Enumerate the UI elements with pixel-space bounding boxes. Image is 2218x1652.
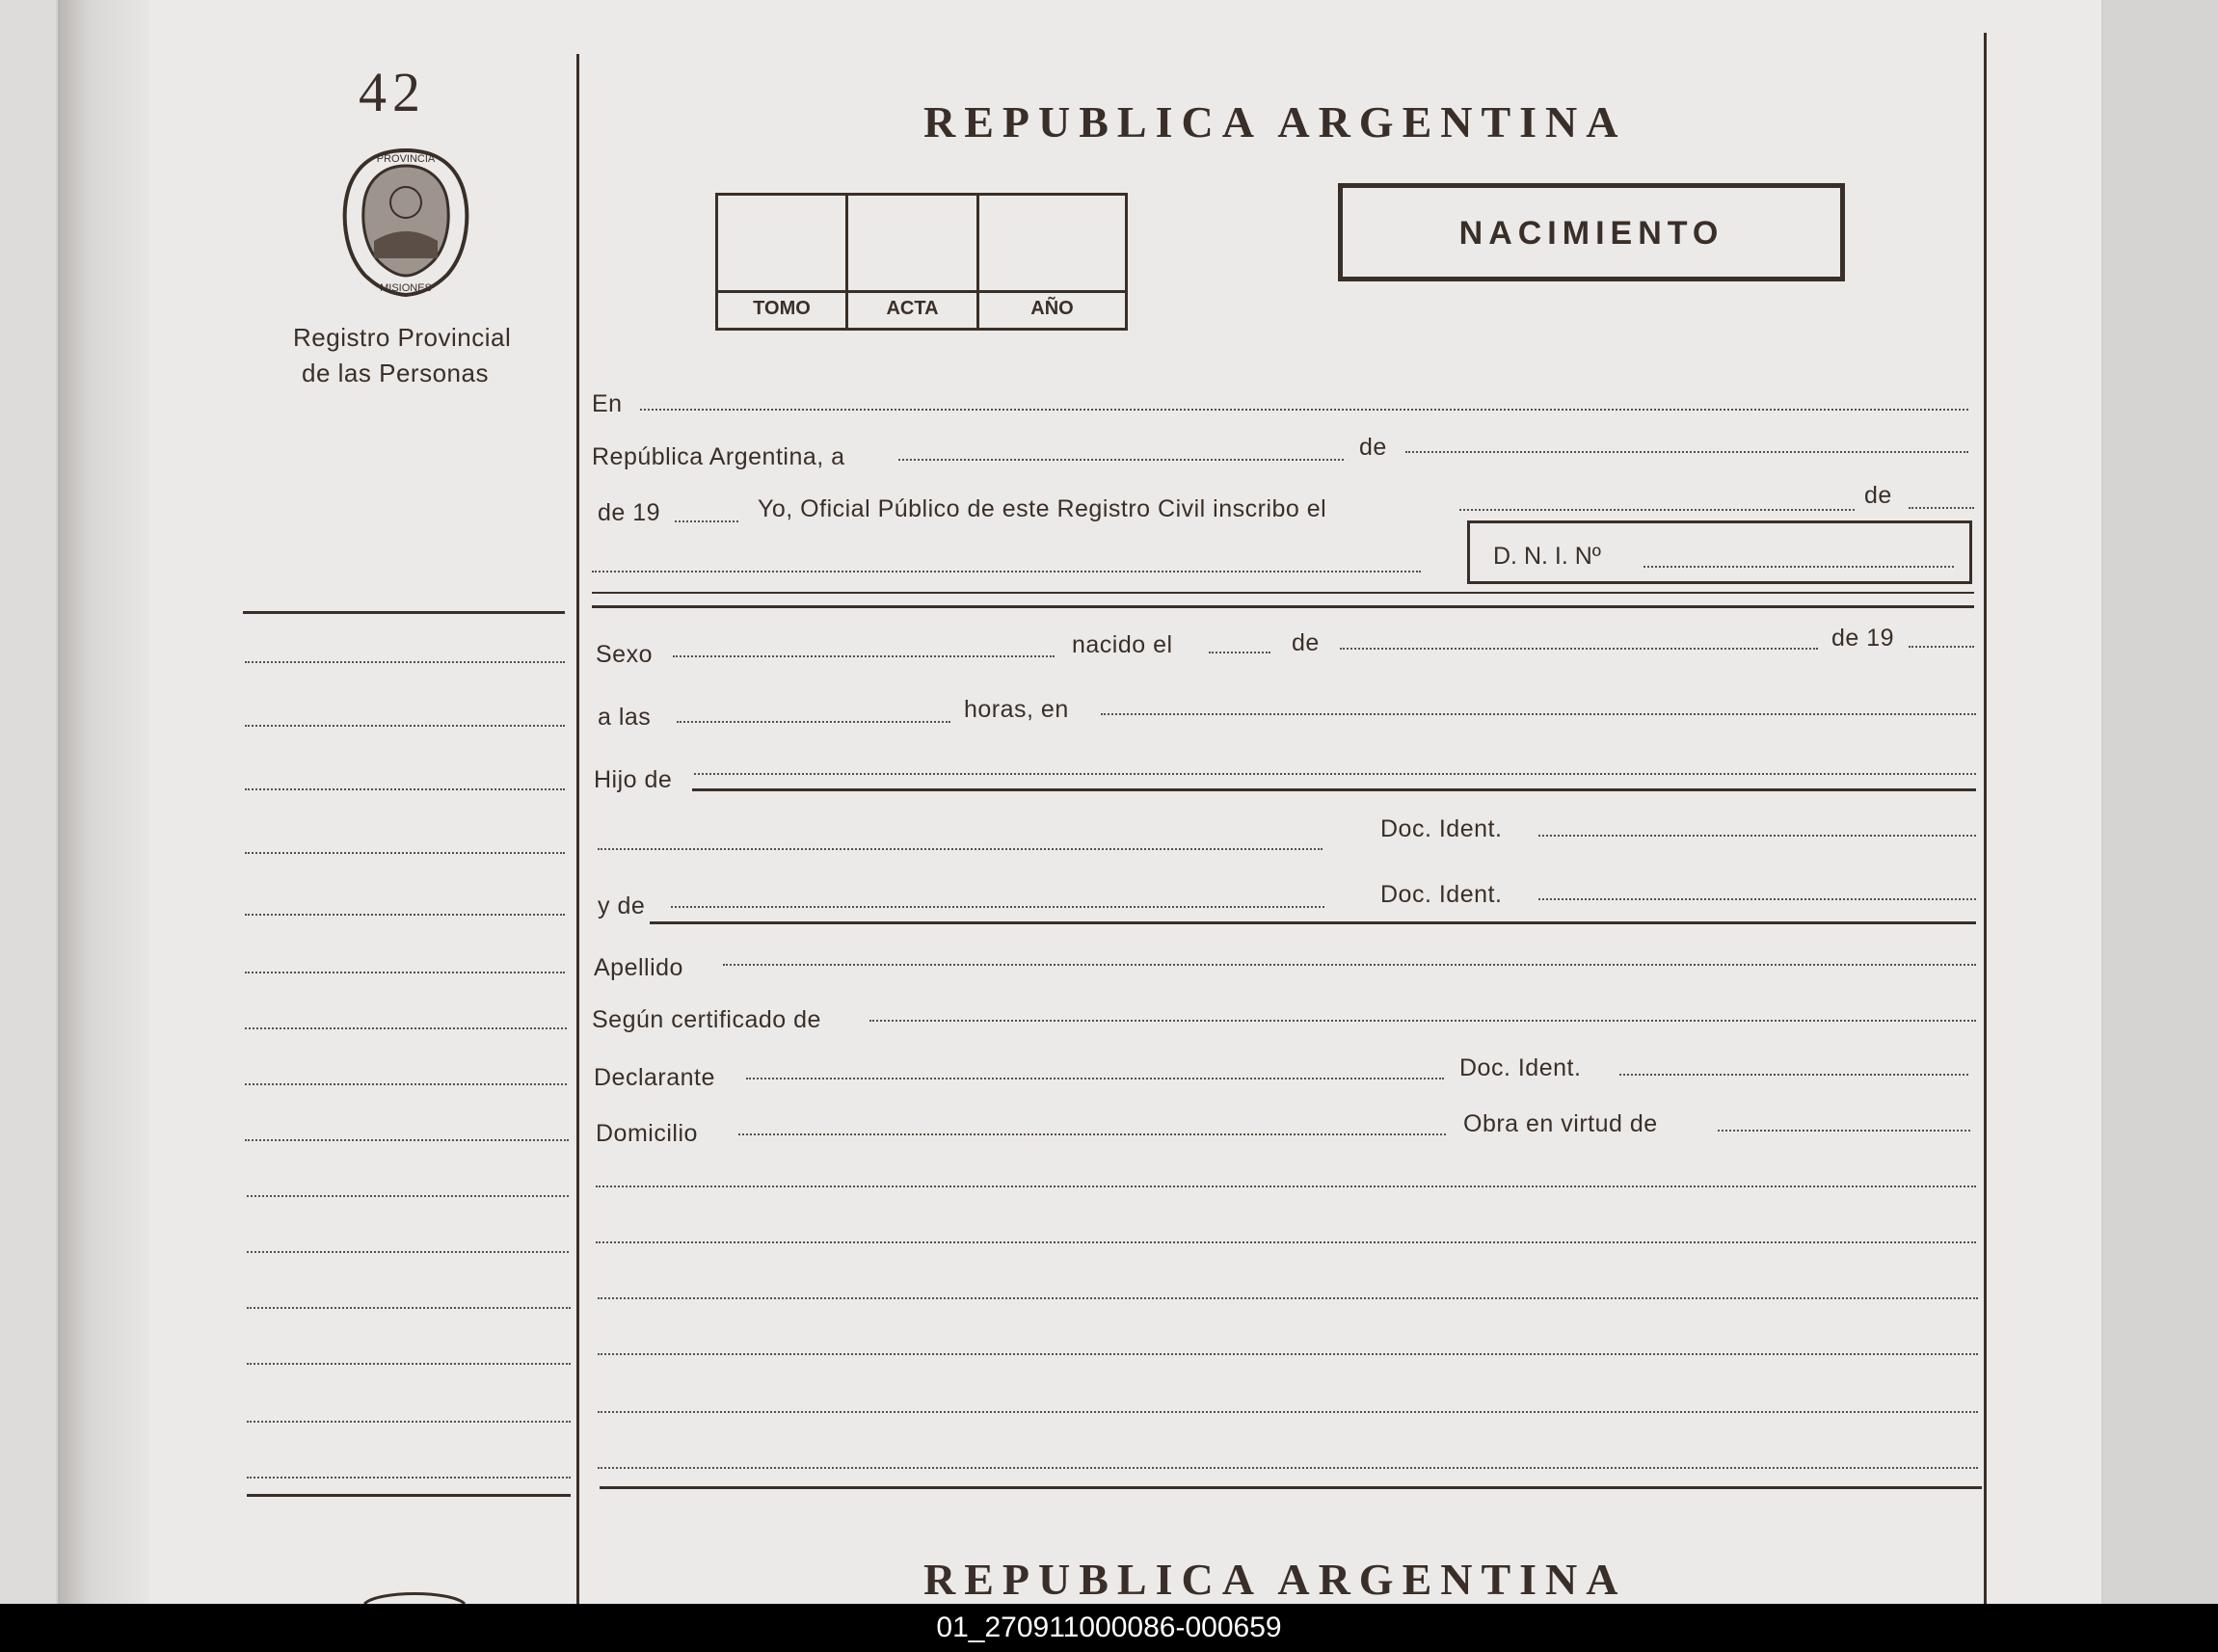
label-de-19-birth: de 19 [1831,625,1895,652]
section-rule-thin [592,592,1974,594]
margin-line [245,1027,567,1029]
seal-bottom-text: MISIONES [380,282,432,294]
margin-line [245,914,565,916]
margin-line [245,1083,567,1085]
margin-line [245,1139,569,1141]
mother-underline [650,921,1976,924]
left-column-bottom-rule [247,1494,571,1497]
record-type-label: NACIMIENTO [1458,215,1724,252]
background-right [2099,0,2218,1604]
label-doc-ident-father: Doc. Ident. [1380,815,1503,842]
field-declarante [746,1078,1444,1079]
registry-name-line1: Registro Provincial [293,323,512,352]
country-title: REPUBLICA ARGENTINA [923,97,1627,147]
field-doc-father [1538,835,1976,837]
margin-line [245,725,565,727]
label-de-inscribo: de [1864,482,1892,509]
field-doc-mother [1538,898,1976,900]
field-continuation [592,571,1421,573]
next-form-title: REPUBLICA ARGENTINA [923,1555,1627,1604]
record-index-box [715,193,1128,331]
province-seal-icon [335,145,476,299]
field-mother [671,906,1324,908]
margin-line [245,661,565,663]
seal-top-text: PROVINCIA [376,153,436,165]
field-dni [1643,566,1954,568]
field-inscribo-de [1909,507,1974,509]
page-number: 42 [359,61,426,123]
left-column-separator [243,611,565,614]
notes-line [598,1467,1978,1469]
field-sexo [673,655,1055,657]
label-de-birth: de [1292,629,1320,656]
field-day [898,459,1344,461]
label-domicilio: Domicilio [596,1120,698,1147]
label-y-de: y de [598,893,646,919]
margin-line [247,1363,571,1365]
notes-line [598,1297,1978,1299]
margin-line [247,1307,571,1309]
registry-name-line2: de las Personas [302,359,489,387]
field-hour [677,721,950,723]
label-dni: D. N. I. Nº [1493,543,1601,570]
column-divider-right [1984,33,1987,1604]
label-de-19-year: de 19 [598,499,661,526]
index-label-rule [718,290,1125,293]
label-doc-ident-declarante: Doc. Ident. [1459,1054,1582,1081]
field-domicilio [738,1133,1446,1135]
label-hijo-de: Hijo de [594,766,673,793]
section-rule-top [592,605,1974,608]
notes-line [596,1241,1976,1243]
field-father-cont [598,848,1323,850]
field-doc-declarante [1619,1074,1968,1076]
label-doc-ident-mother: Doc. Ident. [1380,881,1503,908]
image-caption: 01_270911000086-000659 [0,1604,2218,1652]
field-en [640,409,1968,411]
label-yo-oficial: Yo, Oficial Público de este Registro Civil inscribo el [758,495,1327,522]
record-type-box [1338,183,1845,281]
margin-line [245,972,565,973]
margin-line [247,1195,569,1197]
field-birth-place [1101,713,1976,715]
label-a-las: a las [598,704,652,731]
field-obra-en-virtud [1718,1130,1970,1132]
notes-line [596,1186,1976,1187]
notes-line [598,1411,1978,1413]
label-republica-a: República Argentina, a [592,443,845,470]
label-segun-certificado: Según certificado de [592,1006,821,1033]
label-obra-en-virtud: Obra en virtud de [1463,1110,1658,1137]
label-en: En [592,390,623,417]
form-bottom-rule [600,1486,1982,1489]
label-declarante: Declarante [594,1064,715,1091]
margin-line [247,1421,571,1423]
margin-line [245,852,565,854]
next-seal-icon [359,1586,470,1604]
field-apellido [723,964,1976,966]
label-sexo: Sexo [596,641,653,668]
label-de-month: de [1359,434,1387,461]
field-father [694,773,1976,775]
dni-box [1467,520,1972,584]
label-apellido: Apellido [594,954,683,981]
field-month [1405,451,1968,453]
acta-label: ACTA [886,298,939,319]
margin-line [245,788,565,790]
label-nacido-el: nacido el [1072,631,1173,658]
anio-label: AÑO [1030,298,1074,319]
margin-line [247,1477,571,1479]
field-certificado [869,1020,1976,1022]
page-binding-edge [58,0,149,1604]
margin-line [247,1251,569,1253]
column-divider-left [576,54,579,1604]
father-underline [692,788,1976,791]
notes-line [598,1353,1978,1355]
tomo-label: TOMO [753,298,811,319]
field-year [675,520,738,522]
label-horas-en: horas, en [964,696,1069,723]
field-birth-day [1209,652,1270,653]
field-birth-year [1909,646,1974,648]
field-inscribo [1459,509,1855,511]
field-birth-month [1340,648,1818,650]
